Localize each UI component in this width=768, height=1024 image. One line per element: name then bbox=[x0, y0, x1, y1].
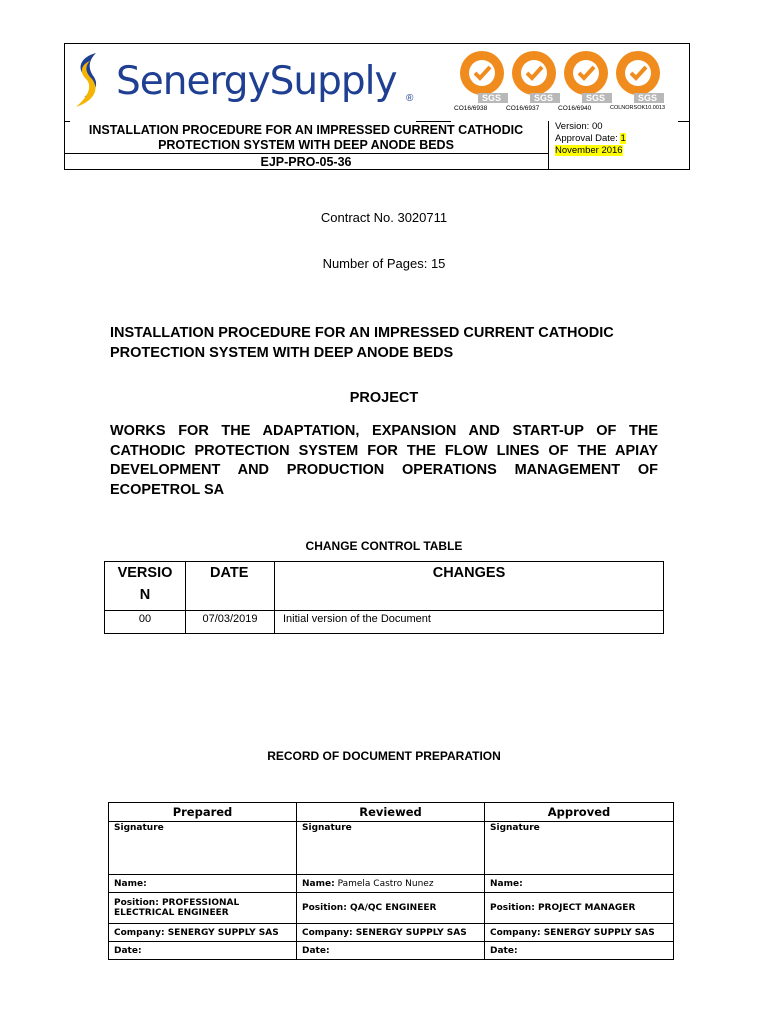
change-control-table bbox=[104, 561, 664, 634]
company-value: SENERGY SUPPLY SAS bbox=[543, 927, 655, 938]
column-header-reviewed: Reviewed bbox=[297, 803, 485, 822]
seal-label: SGS bbox=[586, 93, 606, 103]
cell-changes: Initial version of the Document bbox=[275, 611, 664, 634]
approval-day: 1 bbox=[620, 133, 626, 144]
project-line: ECOPETROL SA bbox=[110, 481, 225, 498]
certification-code: CO16/6940 bbox=[558, 105, 592, 112]
header-border bbox=[64, 169, 690, 170]
approval-label: Approval Date: bbox=[555, 133, 621, 144]
position-row bbox=[109, 893, 674, 924]
header-border bbox=[64, 43, 416, 44]
reviewer-name: Pamela Castro Nunez bbox=[337, 878, 434, 889]
signature-label: Signature bbox=[302, 823, 352, 833]
header-border bbox=[689, 43, 690, 170]
seal-label: SGS bbox=[534, 93, 554, 103]
signature-row bbox=[109, 822, 674, 875]
position-value: QA/QC ENGINEER bbox=[349, 903, 437, 913]
position-label: Position: bbox=[114, 898, 159, 908]
company-label: Company: bbox=[114, 927, 165, 938]
date-label: Date: bbox=[114, 945, 142, 956]
header-border bbox=[678, 121, 690, 122]
date-row bbox=[109, 942, 674, 960]
document-preparation-table bbox=[108, 802, 674, 960]
certification-seal bbox=[456, 49, 508, 115]
date-label: Date: bbox=[302, 945, 330, 956]
header-document-title: INSTALLATION PROCEDURE FOR AN IMPRESSED CURRENT CATHODIC PROTECTION SYSTEM WITH DEEP ANODE BEDS bbox=[88, 123, 524, 152]
column-header-prepared: Prepared bbox=[109, 803, 297, 822]
position-value: PROJECT MANAGER bbox=[537, 903, 636, 913]
position-label: Position: bbox=[490, 903, 535, 913]
document-code: EJP-PRO-05-36 bbox=[260, 155, 352, 169]
position-label: Position: bbox=[302, 903, 347, 913]
table-row bbox=[105, 611, 664, 634]
column-header-approved: Approved bbox=[485, 803, 674, 822]
name-row bbox=[109, 875, 674, 893]
version-label: Version: 00 bbox=[555, 121, 603, 132]
company-value: SENERGY SUPPLY SAS bbox=[355, 927, 467, 938]
record-caption: RECORD OF DOCUMENT PREPARATION bbox=[267, 749, 501, 763]
header-border bbox=[548, 121, 549, 170]
version-box bbox=[555, 121, 626, 157]
logo-wordmark: SenergySupply bbox=[116, 59, 397, 104]
change-table-caption: CHANGE CONTROL TABLE bbox=[305, 539, 463, 553]
certification-seal bbox=[612, 49, 664, 115]
name-label: Name: bbox=[302, 878, 335, 889]
project-line: DEVELOPMENT AND PRODUCTION OPERATIONS MANAGEMENT OF bbox=[110, 462, 658, 478]
header-border bbox=[416, 121, 451, 122]
header-border bbox=[416, 43, 690, 44]
table-header-row bbox=[105, 562, 664, 611]
signature-label: Signature bbox=[114, 823, 164, 833]
signature-label: Signature bbox=[490, 823, 540, 833]
project-description bbox=[110, 422, 658, 500]
name-label: Name: bbox=[114, 878, 147, 889]
seal-label: SGS bbox=[638, 93, 658, 103]
certification-code: CO16/6938 bbox=[454, 105, 488, 112]
approval-date bbox=[555, 133, 626, 145]
date-label: Date: bbox=[490, 945, 518, 956]
registered-mark: ® bbox=[406, 93, 414, 104]
project-label: PROJECT bbox=[349, 390, 419, 406]
cell-date: 07/03/2019 bbox=[186, 611, 275, 634]
column-header-date: DATE bbox=[186, 562, 275, 611]
company-label: Company: bbox=[302, 927, 353, 938]
name-label: Name: bbox=[490, 878, 523, 889]
project-line: WORKS FOR THE ADAPTATION, EXPANSION AND START-UP OF THE bbox=[110, 423, 658, 439]
swoosh-logo-icon bbox=[70, 51, 110, 111]
table-header-row bbox=[109, 803, 674, 822]
contract-number: Contract No. 3020711 bbox=[320, 210, 448, 225]
certification-code: COLNORSOK10.0013 bbox=[610, 105, 666, 111]
main-title: INSTALLATION PROCEDURE FOR AN IMPRESSED CURRENT CATHODIC PROTECTION SYSTEM WITH DEEP ANODE BEDS bbox=[110, 325, 614, 361]
cell-version: 00 bbox=[105, 611, 186, 634]
seal-label: SGS bbox=[482, 93, 502, 103]
document-header bbox=[64, 43, 690, 170]
column-header-changes: CHANGES bbox=[275, 562, 664, 611]
project-line: CATHODIC PROTECTION SYSTEM FOR THE FLOW LINES OF THE APIAY bbox=[110, 442, 658, 459]
company-value: SENERGY SUPPLY SAS bbox=[167, 927, 279, 938]
certification-code: CO16/6937 bbox=[506, 105, 540, 112]
column-header-version: VERSIO N bbox=[105, 562, 186, 611]
position-value: PROFESSIONAL ELECTRICAL ENGINEER bbox=[114, 898, 240, 918]
header-border bbox=[64, 153, 548, 154]
approval-month-year: November 2016 bbox=[555, 145, 623, 156]
company-logo bbox=[70, 49, 420, 113]
certification-seal bbox=[508, 49, 560, 115]
number-of-pages: Number of Pages: 15 bbox=[322, 256, 446, 271]
certification-seal bbox=[560, 49, 612, 115]
company-row bbox=[109, 924, 674, 942]
header-border bbox=[64, 121, 70, 122]
company-label: Company: bbox=[490, 927, 541, 938]
